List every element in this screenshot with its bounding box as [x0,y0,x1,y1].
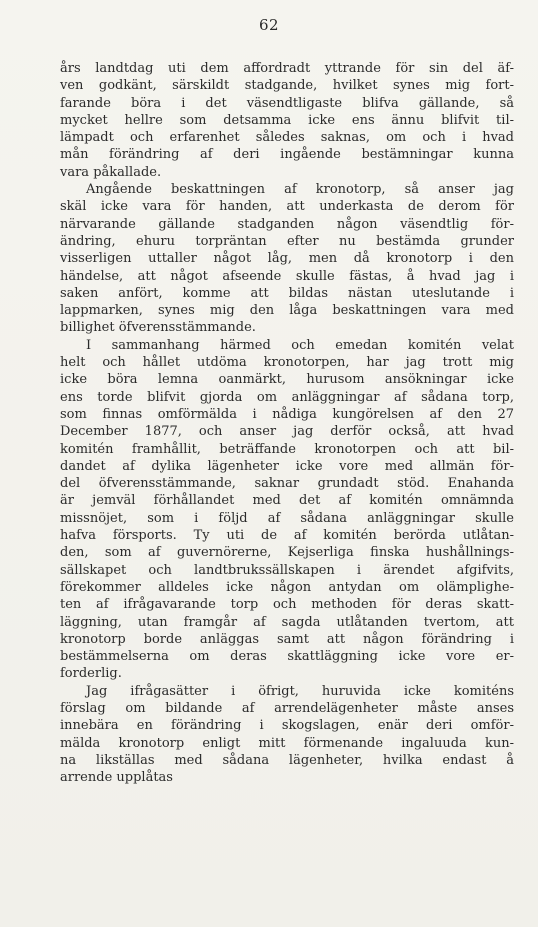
text-line: är jemväl förhållandet med det af komitén omnämnda [60,493,514,509]
text-line: lämpadt och erfarenhet således saknas, om och i hvad [60,130,514,146]
text-line: hafva försports. Ty uti de af komitén berörda utlåtan- [60,528,514,544]
text-line: sällskapet och landtbrukssällskapen i ärendet afgifvits, [60,562,514,578]
text-line: icke böra lemna oanmärkt, hurusom ansökningar icke [60,372,514,388]
text-line: förslag om bildande af arrendelägenheter måste anses [60,700,514,716]
text-line: kronotorp borde anläggas samt att någon förändring i [60,631,514,647]
text-line: ven godkänt, särskildt stadgande, hvilket synes mig fort- [60,78,514,94]
text-line: års landtdag uti dem affordradt yttrande för sin del äf- [60,61,514,76]
text-line: mån förändring af deri ingående bestämningar kunna [60,147,514,163]
text-line: dandet af dylika lägenheter icke vore med allmän för- [60,458,514,474]
text-line: arrende upplåtas [60,770,173,786]
text-line: skäl icke vara för handen, att underkasta de derom för [60,199,514,215]
text-line: na likställas med sådana lägenheter, hvilka endast å [60,752,514,768]
text-line: förekommer alldeles icke någon antydan om olämplighe- [60,579,514,595]
text-line: ens torde blifvit gjorda om anläggningar af sådana torp, [60,389,514,405]
text-line: missnöjet, som i följd af sådana anläggningar skulle [60,510,514,526]
text-line: visserligen uttaller något låg, men då kronotorp i den [60,251,514,267]
text-line: komitén framhållit, beträffande kronotorpen och att bil- [60,441,514,457]
text-line: ändring, ehuru torpräntan efter nu bestämda grunder [60,233,514,249]
text-line: helt och hållet utdöma kronotorpen, har jag trott mig [60,355,514,371]
text-line: innebära en förändring i skogslagen, enär deri omför- [60,718,514,734]
text-line: händelse, att något afseende skulle fästas, å hvad jag i [60,268,514,284]
text-line: saken anfört, komme att bildas nästan uteslutande i [60,285,514,301]
paragraph-start-line: I sammanhang härmed och emedan komitén velat [86,337,514,353]
text-line: farande böra i det väsendtligaste blifva gällande, så [60,95,514,111]
paragraph-start-line: Angående beskattningen af kronotorp, så anser jag [86,182,514,198]
text-line: mycket hellre som detsamma icke ens ännu blifvit til- [60,112,514,128]
text-line: lappmarken, synes mig den låga beskattningen vara med [60,303,514,319]
text-line: mälda kronotorp enligt mitt förmenande ingaluuda kun- [60,735,514,751]
text-line: närvarande gällande stadganden någon väsendtlig för- [60,216,514,232]
text-line: billighet öfverensstämmande. [60,320,256,336]
body-text [60,60,514,786]
text-line: som finnas omförmälda i nådiga kungörelsen af den 27 [60,406,514,422]
text-line: läggning, utan framgår af sagda utlåtanden tvertom, att [60,614,514,630]
text-line: December 1877, och anser jag derför också, att hvad [60,424,514,440]
text-line: vara påkallade. [60,164,162,180]
text-line: bestämmelserna om deras skattläggning icke vore er- [60,649,514,665]
text-line: forderlig. [60,666,122,682]
text-line: den, som af guvernörerne, Kejserliga finska hushållnings- [60,545,514,561]
text-line: ten af ifrågavarande torp och methoden för deras skatt- [60,597,514,613]
text-line: del öfverensstämmande, saknar grundadt stöd. Enahanda [60,476,514,492]
paragraph-start-line: Jag ifrågasätter i öfrigt, huruvida icke komiténs [86,683,514,699]
page-number: 62 [258,16,280,34]
